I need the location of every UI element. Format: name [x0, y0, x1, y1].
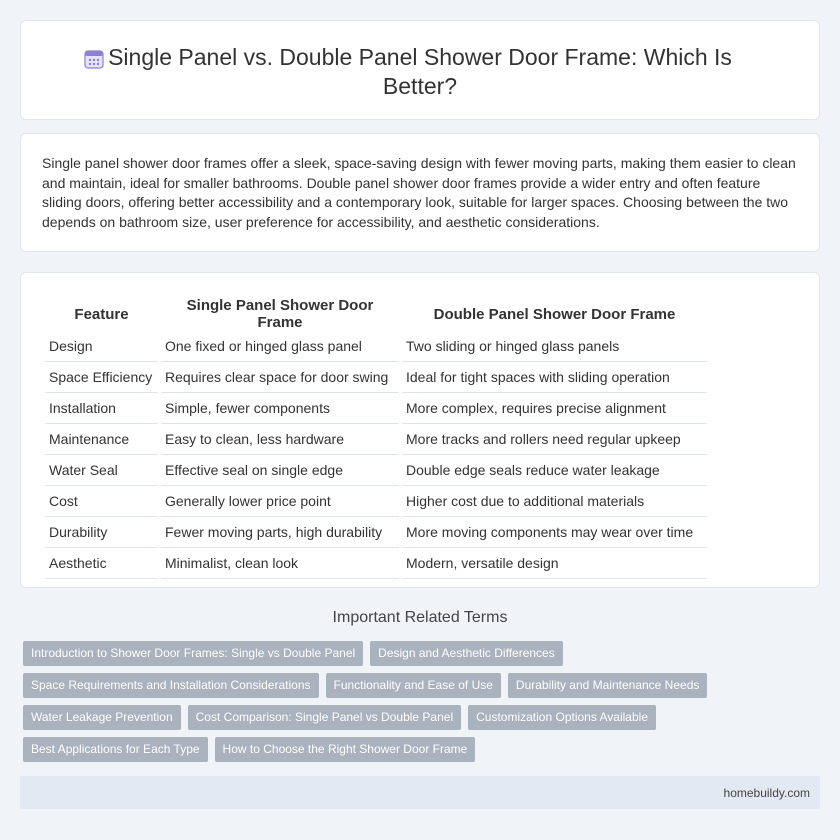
- table-row: [45, 331, 707, 362]
- table-cell: Generally lower price point: [161, 486, 399, 517]
- table-cell: Easy to clean, less hardware: [161, 424, 399, 455]
- related-terms-title: Important Related Terms: [332, 609, 508, 626]
- table-cell: Modern, versatile design: [402, 548, 707, 579]
- table-cell: Durability: [45, 517, 158, 548]
- page-title: Single Panel vs. Double Panel Shower Door Frame: Which Is Better?: [108, 44, 732, 99]
- related-term-tag[interactable]: Best Applications for Each Type: [23, 737, 208, 762]
- table-cell: Higher cost due to additional materials: [402, 486, 707, 517]
- table-header-row: [45, 297, 707, 331]
- tag-row: [23, 737, 823, 769]
- related-term-tag[interactable]: Space Requirements and Installation Considerations: [23, 673, 319, 698]
- table-cell: Requires clear space for door swing: [161, 362, 399, 393]
- tag-row: [23, 705, 823, 737]
- table-cell: More complex, requires precise alignment: [402, 393, 707, 424]
- table-cell: Cost: [45, 486, 158, 517]
- table-cell: Installation: [45, 393, 158, 424]
- comparison-table: [42, 297, 710, 579]
- table-cell: One fixed or hinged glass panel: [161, 331, 399, 362]
- table-cell: More tracks and rollers need regular upkeep: [402, 424, 707, 455]
- table-row: [45, 517, 707, 548]
- header-single-panel: Single Panel Shower Door Frame: [186, 297, 374, 331]
- table-row: [45, 424, 707, 455]
- table-body: [45, 331, 707, 579]
- header-feature: Feature: [74, 305, 129, 323]
- title-card: [20, 20, 820, 120]
- table-cell: Fewer moving parts, high durability: [161, 517, 399, 548]
- table-cell: Ideal for tight spaces with sliding operation: [402, 362, 707, 393]
- related-term-tag[interactable]: Functionality and Ease of Use: [326, 673, 501, 698]
- table-row: [45, 393, 707, 424]
- table-row: [45, 486, 707, 517]
- tag-row: [23, 641, 823, 673]
- table-cell: Maintenance: [45, 424, 158, 455]
- related-term-tag[interactable]: Water Leakage Prevention: [23, 705, 181, 730]
- related-term-tag[interactable]: Durability and Maintenance Needs: [508, 673, 707, 698]
- intro-paragraph: Single panel shower door frames offer a sleek, space-saving design with fewer moving parts, making them easier to clean and maintain, ideal for smaller bathrooms. Double panel shower door frames provide a wider entry and often feature sliding doors, offering better accessibility and a contemporary look, suitable for larger spaces. Choosing between the two depends on bathroom size, user preference for accessibility, and aesthetic considerations.: [42, 155, 796, 230]
- table-row: [45, 548, 707, 579]
- table-cell: Design: [45, 331, 158, 362]
- table-cell: Effective seal on single edge: [161, 455, 399, 486]
- table-cell: Water Seal: [45, 455, 158, 486]
- related-term-tag[interactable]: Design and Aesthetic Differences: [370, 641, 563, 666]
- table-row: [45, 362, 707, 393]
- table-cell: Space Efficiency: [45, 362, 158, 393]
- footer-site[interactable]: homebuildy.com: [723, 786, 810, 800]
- related-term-tag[interactable]: Introduction to Shower Door Frames: Single vs Double Panel: [23, 641, 363, 666]
- table-cell: Simple, fewer components: [161, 393, 399, 424]
- table-cell: Two sliding or hinged glass panels: [402, 331, 707, 362]
- header-double-panel: Double Panel Shower Door Frame: [433, 305, 676, 323]
- related-term-tag[interactable]: Customization Options Available: [468, 705, 656, 730]
- table-cell: Aesthetic: [45, 548, 158, 579]
- footer: [20, 776, 820, 809]
- tag-row: [23, 673, 823, 705]
- related-term-tag[interactable]: Cost Comparison: Single Panel vs Double Panel: [188, 705, 461, 730]
- table-cell: Minimalist, clean look: [161, 548, 399, 579]
- table-cell: More moving components may wear over time: [402, 517, 707, 548]
- related-terms-list: [23, 641, 823, 769]
- related-term-tag[interactable]: How to Choose the Right Shower Door Frame: [215, 737, 476, 762]
- table-cell: Double edge seals reduce water leakage: [402, 455, 707, 486]
- intro-card: [20, 133, 820, 252]
- comparison-card: [20, 272, 820, 588]
- table-row: [45, 455, 707, 486]
